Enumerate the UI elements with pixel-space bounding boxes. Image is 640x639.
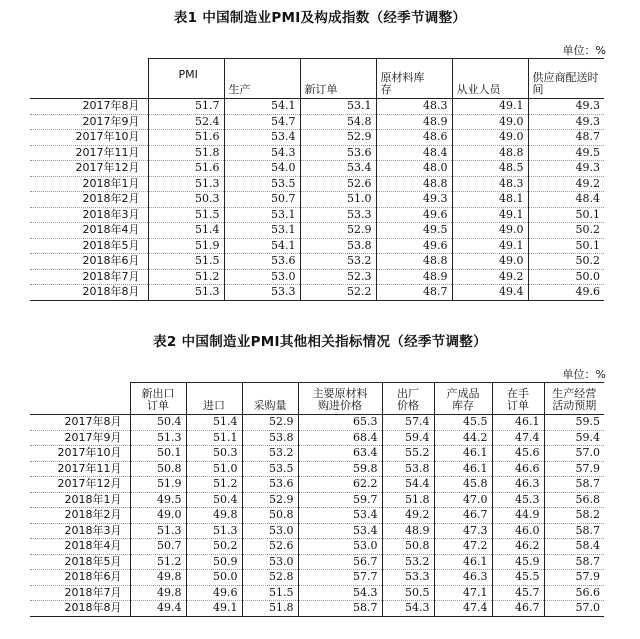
cell-value: 51.5 — [148, 254, 224, 270]
cell-value: 52.8 — [242, 570, 298, 586]
cell-value: 47.1 — [434, 585, 492, 601]
table-row — [30, 523, 604, 539]
cell-value: 48.8 — [376, 254, 452, 270]
cell-value: 51.9 — [148, 238, 224, 254]
cell-value: 50.2 — [528, 223, 604, 239]
table-row — [30, 430, 604, 446]
cell-value: 55.2 — [382, 446, 434, 462]
cell-value: 49.4 — [452, 285, 528, 301]
cell-value: 49.4 — [130, 601, 186, 617]
cell-value: 49.0 — [452, 254, 528, 270]
cell-value: 53.2 — [382, 554, 434, 570]
row-date: 2017年8月 — [30, 415, 130, 431]
cell-value: 51.5 — [242, 585, 298, 601]
cell-value: 49.5 — [376, 223, 452, 239]
table-row — [30, 99, 604, 115]
cell-value: 49.3 — [528, 99, 604, 115]
row-date: 2018年8月 — [30, 285, 148, 301]
table-row — [30, 130, 604, 146]
cell-value: 51.6 — [148, 161, 224, 177]
cell-value: 49.6 — [376, 207, 452, 223]
cell-value: 48.9 — [376, 269, 452, 285]
table-row — [30, 461, 604, 477]
cell-value: 48.3 — [452, 176, 528, 192]
cell-value: 51.3 — [130, 523, 186, 539]
table-row — [30, 192, 604, 208]
cell-value: 53.3 — [224, 285, 300, 301]
table-row — [30, 477, 604, 493]
cell-value: 51.0 — [186, 461, 242, 477]
header-business-expectations: 生产经营活动预期 — [544, 383, 604, 415]
cell-value: 53.0 — [242, 523, 298, 539]
table2-unit: 单位：% — [562, 368, 606, 381]
cell-value: 50.4 — [130, 415, 186, 431]
cell-value: 48.8 — [452, 145, 528, 161]
header-supplier-delivery: 供应商配送时间 — [528, 59, 604, 99]
cell-value: 49.2 — [382, 508, 434, 524]
cell-value: 53.3 — [300, 207, 376, 223]
cell-value: 53.0 — [298, 539, 382, 555]
cell-value: 47.4 — [492, 430, 544, 446]
cell-value: 45.5 — [492, 570, 544, 586]
cell-value: 53.3 — [382, 570, 434, 586]
cell-value: 49.1 — [452, 99, 528, 115]
row-date: 2018年1月 — [30, 492, 130, 508]
header-input-prices: 主要原材料购进价格 — [298, 383, 382, 415]
table1-title: 表1 中国制造业PMI及构成指数（经季节调整） — [173, 10, 467, 26]
cell-value: 54.4 — [382, 477, 434, 493]
row-date: 2017年10月 — [30, 446, 130, 462]
header-purchase-volume: 采购量 — [242, 383, 298, 415]
cell-value: 56.8 — [544, 492, 604, 508]
cell-value: 49.8 — [186, 508, 242, 524]
cell-value: 52.2 — [300, 285, 376, 301]
cell-value: 50.3 — [148, 192, 224, 208]
cell-value: 51.8 — [242, 601, 298, 617]
cell-value: 51.4 — [186, 415, 242, 431]
table-row — [30, 238, 604, 254]
table-row — [30, 554, 604, 570]
row-date: 2017年11月 — [30, 145, 148, 161]
row-date: 2017年11月 — [30, 461, 130, 477]
cell-value: 52.6 — [300, 176, 376, 192]
pmi-other-indicators-table — [30, 382, 604, 617]
cell-value: 50.1 — [528, 207, 604, 223]
cell-value: 47.4 — [434, 601, 492, 617]
cell-value: 51.3 — [186, 523, 242, 539]
cell-value: 49.3 — [528, 114, 604, 130]
cell-value: 56.6 — [544, 585, 604, 601]
table-row — [30, 145, 604, 161]
cell-value: 51.1 — [186, 430, 242, 446]
header-blank — [30, 383, 130, 415]
row-date: 2018年7月 — [30, 269, 148, 285]
cell-value: 53.8 — [242, 430, 298, 446]
cell-value: 65.3 — [298, 415, 382, 431]
row-date: 2018年2月 — [30, 508, 130, 524]
cell-value: 62.2 — [298, 477, 382, 493]
table-row — [30, 446, 604, 462]
cell-value: 45.7 — [492, 585, 544, 601]
cell-value: 49.0 — [130, 508, 186, 524]
cell-value: 59.4 — [544, 430, 604, 446]
row-date: 2018年4月 — [30, 223, 148, 239]
cell-value: 53.4 — [298, 508, 382, 524]
row-date: 2018年5月 — [30, 238, 148, 254]
cell-value: 57.9 — [544, 461, 604, 477]
cell-value: 50.8 — [242, 508, 298, 524]
cell-value: 48.9 — [382, 523, 434, 539]
cell-value: 54.1 — [224, 99, 300, 115]
cell-value: 48.7 — [528, 130, 604, 146]
cell-value: 46.1 — [434, 461, 492, 477]
cell-value: 45.3 — [492, 492, 544, 508]
cell-value: 49.8 — [130, 570, 186, 586]
cell-value: 48.0 — [376, 161, 452, 177]
cell-value: 51.3 — [148, 285, 224, 301]
cell-value: 52.4 — [148, 114, 224, 130]
cell-value: 50.3 — [186, 446, 242, 462]
cell-value: 53.4 — [298, 523, 382, 539]
cell-value: 48.6 — [376, 130, 452, 146]
cell-value: 53.4 — [224, 130, 300, 146]
cell-value: 48.3 — [376, 99, 452, 115]
cell-value: 49.0 — [452, 114, 528, 130]
cell-value: 58.7 — [298, 601, 382, 617]
cell-value: 53.2 — [242, 446, 298, 462]
table-row — [30, 508, 604, 524]
cell-value: 46.3 — [492, 477, 544, 493]
cell-value: 46.1 — [492, 415, 544, 431]
cell-value: 49.1 — [452, 238, 528, 254]
table-row — [30, 269, 604, 285]
cell-value: 50.1 — [528, 238, 604, 254]
cell-value: 46.2 — [492, 539, 544, 555]
cell-value: 57.0 — [544, 446, 604, 462]
cell-value: 51.7 — [148, 99, 224, 115]
cell-value: 53.1 — [300, 99, 376, 115]
table1-body — [30, 99, 604, 301]
table1-unit: 单位：% — [562, 44, 606, 57]
cell-value: 44.9 — [492, 508, 544, 524]
cell-value: 47.2 — [434, 539, 492, 555]
cell-value: 49.5 — [130, 492, 186, 508]
cell-value: 49.6 — [376, 238, 452, 254]
table-row — [30, 114, 604, 130]
cell-value: 68.4 — [298, 430, 382, 446]
cell-value: 53.5 — [242, 461, 298, 477]
header-output-prices: 出厂价格 — [382, 383, 434, 415]
cell-value: 50.1 — [130, 446, 186, 462]
pmi-composition-table — [30, 58, 604, 301]
table-row — [30, 161, 604, 177]
cell-value: 48.9 — [376, 114, 452, 130]
cell-value: 49.8 — [130, 585, 186, 601]
cell-value: 50.7 — [224, 192, 300, 208]
cell-value: 50.0 — [186, 570, 242, 586]
cell-value: 58.7 — [544, 523, 604, 539]
cell-value: 48.8 — [376, 176, 452, 192]
cell-value: 51.2 — [130, 554, 186, 570]
cell-value: 53.2 — [300, 254, 376, 270]
table-row — [30, 539, 604, 555]
table2-body — [30, 415, 604, 617]
cell-value: 63.4 — [298, 446, 382, 462]
cell-value: 46.7 — [434, 508, 492, 524]
cell-value: 51.2 — [186, 477, 242, 493]
cell-value: 46.7 — [492, 601, 544, 617]
cell-value: 54.7 — [224, 114, 300, 130]
cell-value: 49.0 — [452, 223, 528, 239]
table-row — [30, 207, 604, 223]
cell-value: 54.1 — [224, 238, 300, 254]
cell-value: 54.8 — [300, 114, 376, 130]
cell-value: 57.0 — [544, 601, 604, 617]
cell-value: 49.2 — [528, 176, 604, 192]
cell-value: 46.6 — [492, 461, 544, 477]
cell-value: 47.3 — [434, 523, 492, 539]
row-date: 2017年9月 — [30, 430, 130, 446]
cell-value: 48.4 — [376, 145, 452, 161]
cell-value: 50.7 — [130, 539, 186, 555]
cell-value: 45.8 — [434, 477, 492, 493]
cell-value: 57.4 — [382, 415, 434, 431]
cell-value: 53.0 — [224, 269, 300, 285]
row-date: 2018年5月 — [30, 554, 130, 570]
cell-value: 51.2 — [148, 269, 224, 285]
cell-value: 57.9 — [544, 570, 604, 586]
cell-value: 52.6 — [242, 539, 298, 555]
row-date: 2018年8月 — [30, 601, 130, 617]
cell-value: 51.6 — [148, 130, 224, 146]
header-blank — [30, 59, 148, 99]
cell-value: 53.1 — [224, 207, 300, 223]
header-new-orders: 新订单 — [300, 59, 376, 99]
cell-value: 49.3 — [376, 192, 452, 208]
cell-value: 51.3 — [130, 430, 186, 446]
cell-value: 53.8 — [300, 238, 376, 254]
header-raw-material-inventory: 原材料库存 — [376, 59, 452, 99]
row-date: 2018年7月 — [30, 585, 130, 601]
header-pmi: PMI — [148, 59, 224, 99]
header-imports: 进口 — [186, 383, 242, 415]
cell-value: 58.7 — [544, 554, 604, 570]
cell-value: 50.4 — [186, 492, 242, 508]
cell-value: 50.9 — [186, 554, 242, 570]
table-row — [30, 176, 604, 192]
row-date: 2018年3月 — [30, 207, 148, 223]
cell-value: 49.6 — [186, 585, 242, 601]
cell-value: 49.3 — [528, 161, 604, 177]
cell-value: 46.1 — [434, 446, 492, 462]
row-date: 2017年9月 — [30, 114, 148, 130]
row-date: 2017年12月 — [30, 477, 130, 493]
cell-value: 53.1 — [224, 223, 300, 239]
cell-value: 51.5 — [148, 207, 224, 223]
cell-value: 48.7 — [376, 285, 452, 301]
cell-value: 52.3 — [300, 269, 376, 285]
cell-value: 50.2 — [528, 254, 604, 270]
cell-value: 47.0 — [434, 492, 492, 508]
row-date: 2018年6月 — [30, 570, 130, 586]
cell-value: 59.5 — [544, 415, 604, 431]
cell-value: 51.3 — [148, 176, 224, 192]
cell-value: 53.6 — [242, 477, 298, 493]
cell-value: 58.2 — [544, 508, 604, 524]
cell-value: 49.1 — [452, 207, 528, 223]
cell-value: 49.5 — [528, 145, 604, 161]
cell-value: 59.8 — [298, 461, 382, 477]
cell-value: 50.0 — [528, 269, 604, 285]
cell-value: 56.7 — [298, 554, 382, 570]
table-row — [30, 223, 604, 239]
cell-value: 52.9 — [242, 415, 298, 431]
cell-value: 46.3 — [434, 570, 492, 586]
header-employment: 从业人员 — [452, 59, 528, 99]
table-row — [30, 601, 604, 617]
header-new-export-orders: 新出口订单 — [130, 383, 186, 415]
cell-value: 53.0 — [242, 554, 298, 570]
cell-value: 58.7 — [544, 477, 604, 493]
cell-value: 54.0 — [224, 161, 300, 177]
cell-value: 49.2 — [452, 269, 528, 285]
row-date: 2017年10月 — [30, 130, 148, 146]
cell-value: 58.4 — [544, 539, 604, 555]
cell-value: 48.1 — [452, 192, 528, 208]
header-production: 生产 — [224, 59, 300, 99]
cell-value: 53.6 — [224, 254, 300, 270]
cell-value: 53.4 — [300, 161, 376, 177]
row-date: 2018年1月 — [30, 176, 148, 192]
cell-value: 45.5 — [434, 415, 492, 431]
cell-value: 46.1 — [434, 554, 492, 570]
row-date: 2018年2月 — [30, 192, 148, 208]
table-row — [30, 254, 604, 270]
header-finished-goods-inventory: 产成品库存 — [434, 383, 492, 415]
cell-value: 48.5 — [452, 161, 528, 177]
cell-value: 48.4 — [528, 192, 604, 208]
row-date: 2018年6月 — [30, 254, 148, 270]
cell-value: 51.8 — [148, 145, 224, 161]
table2-title: 表2 中国制造业PMI其他相关指标情况（经季节调整） — [153, 334, 487, 350]
row-date: 2017年8月 — [30, 99, 148, 115]
row-date: 2018年4月 — [30, 539, 130, 555]
row-date: 2018年3月 — [30, 523, 130, 539]
cell-value: 53.6 — [300, 145, 376, 161]
cell-value: 54.3 — [298, 585, 382, 601]
cell-value: 45.9 — [492, 554, 544, 570]
cell-value: 52.9 — [300, 223, 376, 239]
cell-value: 53.8 — [382, 461, 434, 477]
cell-value: 54.3 — [382, 601, 434, 617]
cell-value: 44.2 — [434, 430, 492, 446]
cell-value: 51.4 — [148, 223, 224, 239]
table-row — [30, 415, 604, 431]
cell-value: 46.0 — [492, 523, 544, 539]
table-row — [30, 492, 604, 508]
cell-value: 51.8 — [382, 492, 434, 508]
row-date: 2017年12月 — [30, 161, 148, 177]
cell-value: 52.9 — [242, 492, 298, 508]
cell-value: 57.7 — [298, 570, 382, 586]
cell-value: 49.6 — [528, 285, 604, 301]
cell-value: 51.0 — [300, 192, 376, 208]
cell-value: 59.4 — [382, 430, 434, 446]
cell-value: 45.6 — [492, 446, 544, 462]
cell-value: 52.9 — [300, 130, 376, 146]
cell-value: 49.0 — [452, 130, 528, 146]
cell-value: 50.8 — [130, 461, 186, 477]
cell-value: 50.8 — [382, 539, 434, 555]
table-row — [30, 585, 604, 601]
header-backlog-orders: 在手订单 — [492, 383, 544, 415]
cell-value: 53.5 — [224, 176, 300, 192]
cell-value: 50.5 — [382, 585, 434, 601]
table-row — [30, 570, 604, 586]
cell-value: 49.1 — [186, 601, 242, 617]
table-row — [30, 285, 604, 301]
cell-value: 51.9 — [130, 477, 186, 493]
cell-value: 50.2 — [186, 539, 242, 555]
cell-value: 59.7 — [298, 492, 382, 508]
cell-value: 54.3 — [224, 145, 300, 161]
